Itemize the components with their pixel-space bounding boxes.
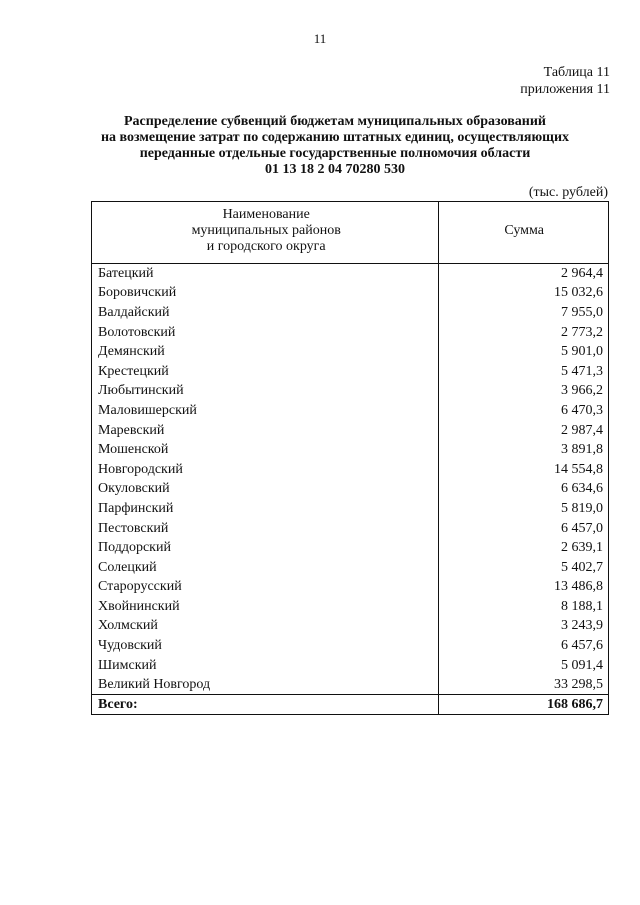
table-row <box>92 636 609 656</box>
table-row <box>92 518 609 538</box>
title-line3: переданные отдельные государственные полномочия области <box>139 146 531 161</box>
amount-cell: 3 966,2 <box>439 381 609 401</box>
table-row <box>92 616 609 636</box>
document-title <box>60 114 610 178</box>
amount-cell: 13 486,8 <box>439 577 609 597</box>
amount-cell: 2 773,2 <box>439 322 609 342</box>
table-total-row <box>92 695 609 715</box>
title-line2: на возмещение затрат по содержанию штатных единиц, осуществляющих <box>100 130 570 145</box>
amount-cell: 3 891,8 <box>439 440 609 460</box>
table-row <box>92 303 609 323</box>
municipality-name-cell: Любытинский <box>92 381 439 401</box>
municipality-name-cell: Маревский <box>92 420 439 440</box>
table-row <box>92 381 609 401</box>
municipality-name-cell: Волотовский <box>92 322 439 342</box>
amount-cell: 6 470,3 <box>439 401 609 421</box>
amount-cell: 2 639,1 <box>439 538 609 558</box>
municipality-name-cell: Поддорский <box>92 538 439 558</box>
header-name-line2: муниципальных районов <box>191 222 341 238</box>
header-sum-cell: Сумма <box>439 202 609 264</box>
amount-cell: 7 955,0 <box>439 303 609 323</box>
table-reference-line2: приложения 11 <box>520 82 610 97</box>
municipality-name-cell: Парфинский <box>92 499 439 519</box>
table-row <box>92 342 609 362</box>
amount-cell: 2 964,4 <box>439 264 609 284</box>
amount-cell: 5 471,3 <box>439 361 609 381</box>
municipality-name-cell: Окуловский <box>92 479 439 499</box>
total-label-cell: Всего: <box>92 695 439 715</box>
municipality-name-cell: Чудовский <box>92 636 439 656</box>
amount-cell: 8 188,1 <box>439 597 609 617</box>
amount-cell: 5 091,4 <box>439 655 609 675</box>
amount-cell: 5 901,0 <box>439 342 609 362</box>
table-row <box>92 322 609 342</box>
table-row <box>92 538 609 558</box>
table-reference-line1: Таблица 11 <box>543 65 610 80</box>
table-header-row <box>92 202 609 264</box>
title-line1: Распределение субвенций бюджетам муниципальных образований <box>124 114 546 129</box>
municipality-name-cell: Шимский <box>92 655 439 675</box>
municipality-name-cell: Мошенской <box>92 440 439 460</box>
municipality-name-cell: Старорусский <box>92 577 439 597</box>
table-row <box>92 597 609 617</box>
table-row <box>92 401 609 421</box>
table-row <box>92 440 609 460</box>
amount-cell: 6 457,6 <box>439 636 609 656</box>
municipality-name-cell: Боровичский <box>92 283 439 303</box>
amount-cell: 14 554,8 <box>439 459 609 479</box>
municipality-name-cell: Батецкий <box>92 264 439 284</box>
municipality-name-cell: Пестовский <box>92 518 439 538</box>
amount-cell: 5 819,0 <box>439 499 609 519</box>
table-row <box>92 361 609 381</box>
table-row <box>92 499 609 519</box>
table-row <box>92 675 609 695</box>
header-name-line3: и городского округа <box>206 238 326 254</box>
table-row <box>92 557 609 577</box>
table-row <box>92 577 609 597</box>
municipality-name-cell: Маловишерский <box>92 401 439 421</box>
municipality-name-cell: Крестецкий <box>92 361 439 381</box>
header-name-cell <box>92 202 439 264</box>
municipality-name-cell: Новгородский <box>92 459 439 479</box>
municipality-name-cell: Демянский <box>92 342 439 362</box>
municipality-name-cell: Холмский <box>92 616 439 636</box>
municipality-name-cell: Великий Новгород <box>92 675 439 695</box>
units-label: (тыс. рублей) <box>528 185 608 200</box>
amount-cell: 5 402,7 <box>439 557 609 577</box>
amount-cell: 6 634,6 <box>439 479 609 499</box>
header-name-line1: Наименование <box>222 206 310 222</box>
table-row <box>92 420 609 440</box>
table-row <box>92 479 609 499</box>
table-row <box>92 283 609 303</box>
amount-cell: 2 987,4 <box>439 420 609 440</box>
amount-cell: 15 032,6 <box>439 283 609 303</box>
budget-code: 01 13 18 2 04 70280 530 <box>265 162 405 177</box>
municipality-name-cell: Валдайский <box>92 303 439 323</box>
table-row <box>92 655 609 675</box>
amount-cell: 6 457,0 <box>439 518 609 538</box>
amount-cell: 33 298,5 <box>439 675 609 695</box>
municipality-name-cell: Солецкий <box>92 557 439 577</box>
table-row <box>92 459 609 479</box>
table-reference <box>520 64 610 98</box>
subventions-table <box>91 201 609 715</box>
table-row <box>92 264 609 284</box>
municipality-name-cell: Хвойнинский <box>92 597 439 617</box>
amount-cell: 3 243,9 <box>439 616 609 636</box>
page-number: 11 <box>313 31 327 46</box>
total-amount-cell: 168 686,7 <box>439 695 609 715</box>
